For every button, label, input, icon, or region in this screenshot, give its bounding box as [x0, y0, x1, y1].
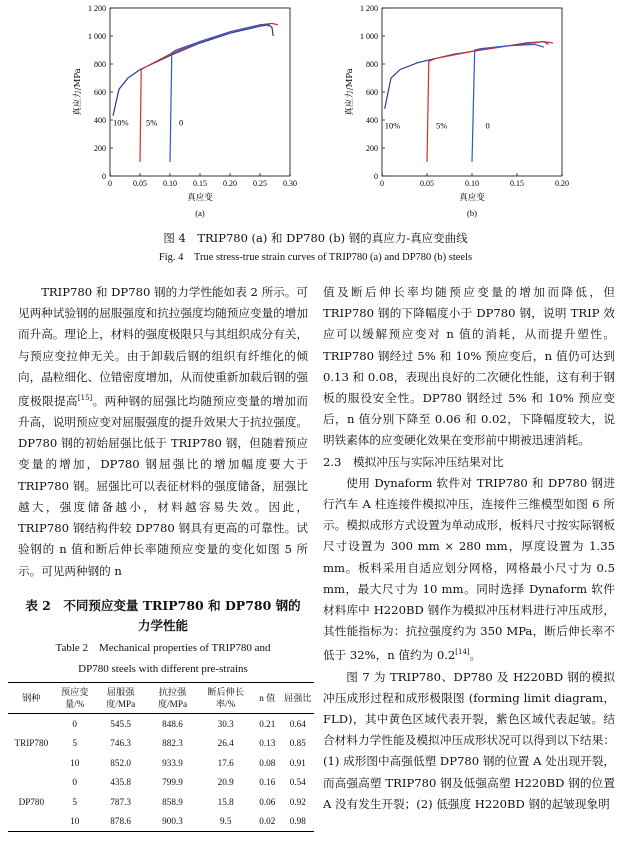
table-header: 屈服强度/MPa: [95, 683, 147, 714]
steel-name: TRIP780: [14, 738, 49, 749]
table-title-en: Table 2 Mechanical properties of TRIP780 and DP780 steels with different pre-strains: [55, 642, 271, 675]
y-tick-label: 800: [94, 60, 106, 69]
steel-name: DP780: [8, 773, 55, 832]
y-tick-label: 600: [366, 88, 378, 97]
y-tick-label: 200: [94, 144, 106, 153]
curve-annotation: 10%: [384, 120, 401, 131]
paragraph: 使用 Dynaform 软件对 TRIP780 和 DP780 钢进行汽车 A 柱连接件模拟冲压，连接件三维模型如图 6 所示。模拟成形方式设置为单动成形，板料尺寸按实际钢板尺寸设置为 300 mm × 280 mm，厚度设置为 1.35 mm。板料采用自适应划分网格，网格最小尺寸为 0.5 mm，最大尺寸为 10 mm。同时选择 Dynaform 软件材料库中 H220BD 钢作为模拟冲压材料进行冲压成形，其性能指标为：抗拉强度约为 350 MPa，断后伸长率不低于 32%，n 值约为 0.2[14]。: [323, 475, 615, 663]
x-tick-label: 0.15: [193, 179, 207, 188]
y-axis-label: 真应力/MPa: [345, 68, 355, 116]
left-column: [18, 282, 308, 582]
x-tick-label: 0: [108, 179, 112, 188]
table-row: 5 746.3 882.3 26.4 0.13 0.85: [72, 738, 306, 749]
panel-label: (b): [467, 208, 477, 218]
y-tick-label: 1 000: [360, 32, 378, 41]
curve-annotation: 10%: [113, 117, 129, 128]
figure-caption-en: Fig. 4 True stress-true strain curves of TRIP780 (a) and DP780 (b) steels: [158, 252, 473, 263]
y-tick-label: 1 200: [360, 4, 378, 13]
series-line: [472, 44, 544, 162]
figure-caption-cn: 图 4 TRIP780 (a) 和 DP780 (b) 钢的真应力-真应变曲线: [163, 231, 468, 245]
y-tick-label: 0: [374, 172, 378, 181]
panel-label: (a): [195, 208, 205, 218]
y-tick-label: 800: [366, 60, 378, 69]
curve-annotation: 0: [179, 117, 184, 128]
x-axis-label: 真应变: [187, 193, 213, 203]
y-tick-label: 1 000: [88, 32, 106, 41]
x-tick-label: 0.15: [510, 179, 524, 188]
x-tick-label: 0: [380, 179, 384, 188]
table-header: 抗拉强度/MPa: [147, 683, 199, 714]
x-axis-label: 真应变: [459, 193, 485, 203]
table-row: 10 852.0 933.9 17.6 0.08 0.91: [70, 757, 306, 768]
table-header: 预应变量/%: [55, 683, 95, 714]
chart-a: [55, 0, 305, 228]
x-tick-label: 0.10: [163, 179, 177, 188]
table-row: DP780 0 435.8 799.9 20.9 0.16 0.54: [8, 773, 314, 793]
curve-annotation: 5%: [436, 120, 448, 131]
chart-b: [337, 0, 582, 228]
y-axis-label: 真应力/MPa: [73, 68, 83, 116]
table-header: 屈强比: [282, 683, 314, 714]
citation: [14]: [455, 648, 470, 657]
y-tick-label: 200: [366, 144, 378, 153]
x-tick-label: 0.30: [283, 179, 297, 188]
right-column: [323, 282, 615, 815]
table-title-cn: 表 2 不同预应变量 TRIP780 和 DP780 钢的 力学性能: [25, 598, 301, 633]
y-tick-label: 1 200: [88, 4, 106, 13]
y-tick-label: 400: [366, 116, 378, 125]
series-line: [385, 42, 549, 109]
section-heading: 2.3 模拟冲压与实际冲压结果对比: [323, 454, 504, 469]
y-tick-label: 0: [102, 172, 106, 181]
paragraph: 值及断后伸长率均随预应变量的增加而降低，但 TRIP780 钢的下降幅度小于 DP780 钢，说明 TRIP 效应可以缓解预应变对 n 值的消耗，从而提升塑性。TRIP780 钢经过 5% 和 10% 预应变后，n 值仍可达到 0.13 和 0.08，表现出良好的二次硬化性能，这有利于钢板的服役安全性。DP780 钢经过 5% 和 10% 预应变后，n 值分别下降至 0.06 和 0.02，下降幅度较大，说明铁素体的应变硬化效果在变形前中期被迅速消耗。: [323, 285, 615, 448]
x-tick-label: 0.05: [133, 179, 147, 188]
table-header: 断后伸长率/%: [198, 683, 253, 714]
series-line: [113, 25, 273, 116]
x-tick-label: 0.05: [420, 179, 434, 188]
x-tick-label: 0.20: [223, 179, 237, 188]
citation: [15]: [77, 394, 93, 403]
series-line: [170, 25, 269, 162]
table-row: TRIP780 0 545.5 848.6 30.3 0.21 0.64: [8, 714, 314, 734]
plot-frame: [110, 8, 290, 176]
table-header: 钢种: [8, 683, 55, 714]
x-tick-label: 0.10: [465, 179, 479, 188]
table-row: 10 878.6 900.3 9.5 0.02 0.98: [8, 812, 314, 832]
table-row: 5 787.3 858.9 15.8 0.06 0.92: [72, 796, 306, 807]
curve-annotation: 0: [485, 120, 490, 131]
x-tick-label: 0.20: [555, 179, 569, 188]
mechanical-properties-table: [8, 682, 314, 832]
paragraph: TRIP780 和 DP780 钢的力学性能如表 2 所示。可见两种试验钢的屈服强度和抗拉强度均随预应变量的增加而升高。理论上，材料的强度极限只与其组织成分有关，与预应变拉伸无关。由于卸载后钢的组织有纤维化的倾向，晶粒细化、位错密度增加，从而使重新加载后钢的强度极限提高[15]。两种钢的屈强比均随预应变量的增加而升高，说明预应变对屈服强度的提升效果大于抗拉强度。DP780 钢的初始屈强比低于 TRIP780 钢，但随着预应变量的增加，DP780 钢屈强比的增加幅度要大于 TRIP780 钢。屈强比可以表征材料的强度储备，屈强比越大，强度储备越小，材料越容易失效。因此，TRIP780 钢结构件较 DP780 钢具有更高的可靠性。试验钢的 n 值和断后伸长率随预应变量的变化如图 5 所示。可见两种钢的 n: [18, 285, 308, 578]
paragraph: 图 7 为 TRIP780、DP780 及 H220BD 钢的模拟冲压成形过程和成形极限图 (forming limit diagram，FLD)，其中黄色区域代表开裂，紫色区域代表起皱。结合材料力学性能及模拟冲压成形状况可以得到以下结果：(1) 成形图中高强低塑 DP780 钢的位置 A 处出现开裂，而高强高塑 TRIP780 钢及低强高塑 H220BD 钢的位置 A 没有发生开裂；(2) 低强度 H220BD 钢的起皱现象明: [323, 669, 615, 811]
series-line: [427, 42, 553, 162]
series-line: [140, 23, 278, 162]
y-tick-label: 600: [94, 88, 106, 97]
table-header: n 值: [253, 683, 282, 714]
x-tick-label: 0.25: [253, 179, 267, 188]
y-tick-label: 400: [94, 116, 106, 125]
curve-annotation: 5%: [146, 117, 158, 128]
